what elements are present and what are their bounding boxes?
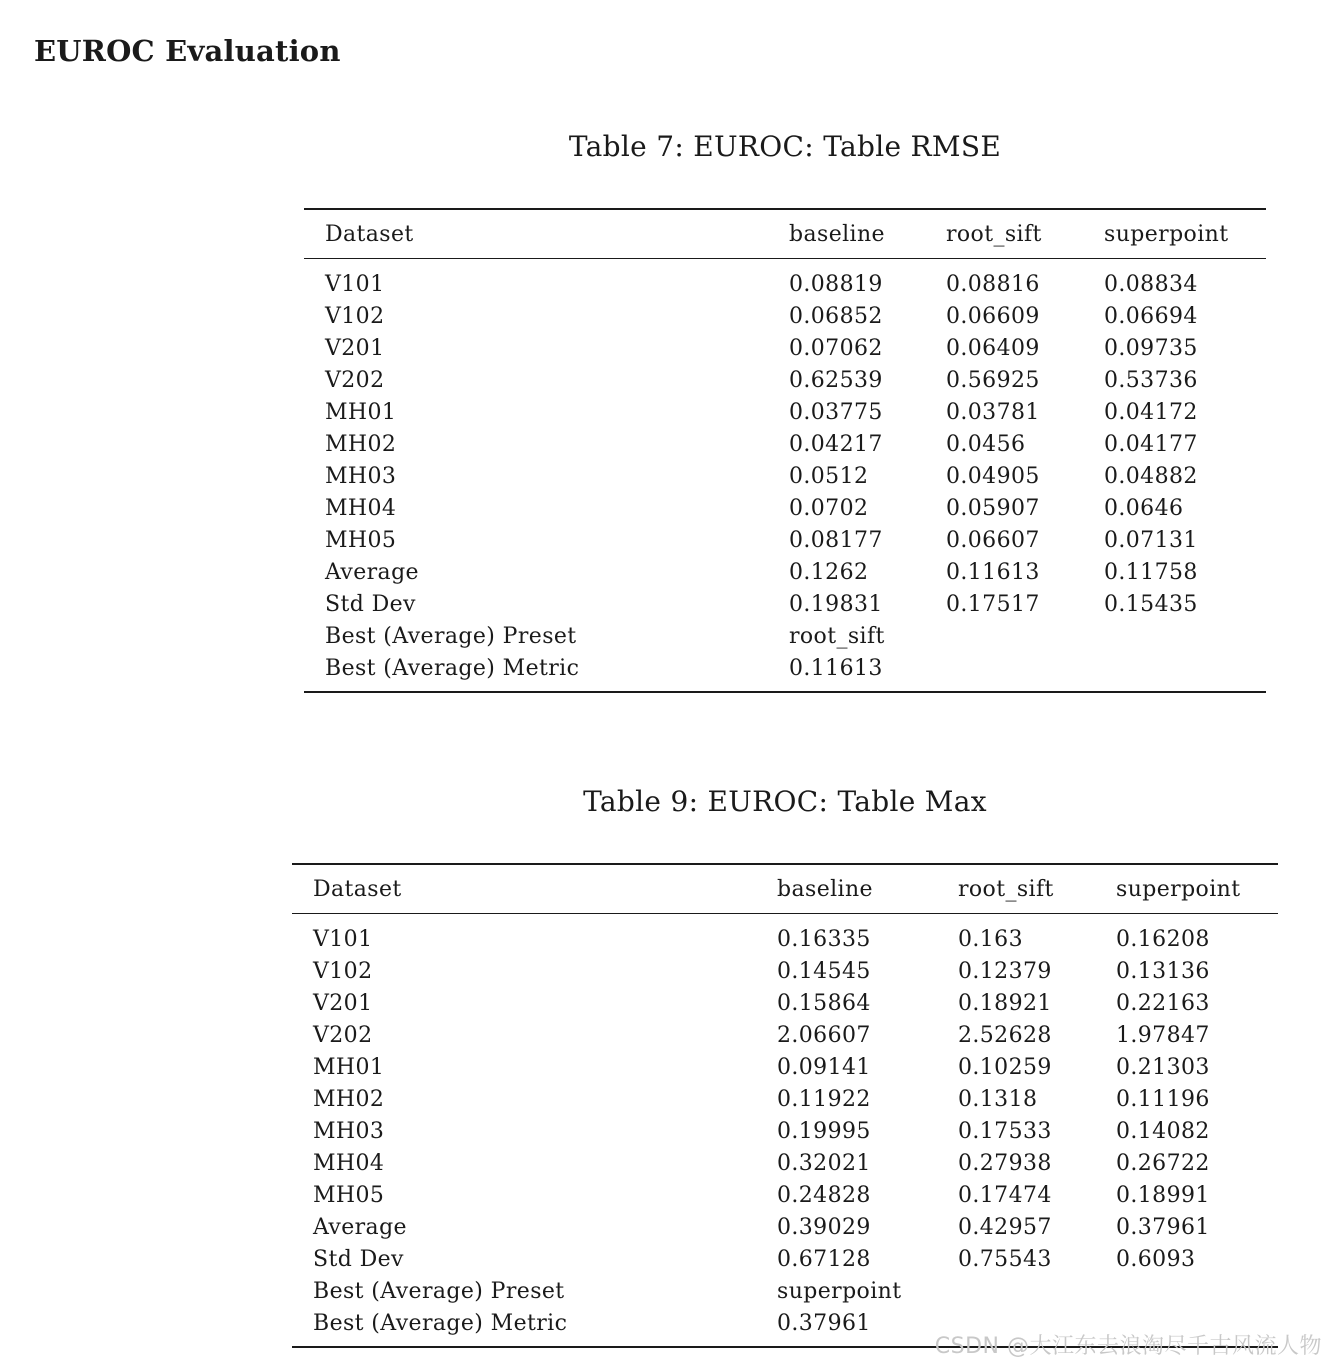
table-row [292, 988, 1278, 1020]
row-label: Std Dev [325, 592, 416, 617]
table-cell: 0.17474 [958, 1183, 1052, 1208]
table-cell: 0.06409 [946, 336, 1040, 361]
column-header: root_sift [958, 876, 1054, 902]
table-cell: 0.163 [958, 927, 1023, 952]
row-label: MH02 [313, 1087, 385, 1112]
table-cell: 0.15435 [1104, 592, 1198, 617]
table-cell: 0.11922 [777, 1087, 871, 1112]
table-cell: 0.37961 [1116, 1215, 1210, 1240]
table-cell: 0.22163 [1116, 991, 1210, 1016]
table-row [304, 493, 1266, 525]
row-label: Average [325, 560, 419, 585]
table-row [304, 429, 1266, 461]
table-cell: 0.32021 [777, 1151, 871, 1176]
row-label: MH02 [325, 432, 397, 457]
table-row [292, 1276, 1278, 1308]
table-cell: 0.1318 [958, 1087, 1038, 1112]
row-label: V201 [325, 336, 385, 361]
table-cell [1116, 1276, 1278, 1308]
row-label: MH04 [313, 1151, 385, 1176]
table-row [304, 653, 1266, 692]
table-cell: 0.09735 [1104, 336, 1198, 361]
table-cell: 0.6093 [1116, 1247, 1196, 1272]
column-header: baseline [789, 221, 885, 247]
table-body [304, 259, 1266, 693]
column-header: Dataset [325, 221, 414, 247]
table-cell: 0.16335 [777, 927, 871, 952]
table-row [292, 1116, 1278, 1148]
table-row [304, 397, 1266, 429]
table-cell: 0.03775 [789, 400, 883, 425]
table-cell: 0.05907 [946, 496, 1040, 521]
table-row [304, 333, 1266, 365]
table-row [304, 301, 1266, 333]
table-row [304, 589, 1266, 621]
table-header-row [292, 864, 1278, 914]
table-cell: 1.97847 [1116, 1023, 1210, 1048]
table-cell: 0.14545 [777, 959, 871, 984]
table-cell: 0.10259 [958, 1055, 1052, 1080]
table-cell: 0.21303 [1116, 1055, 1210, 1080]
table-cell: 0.04217 [789, 432, 883, 457]
column-header: baseline [777, 876, 873, 902]
table-cell: 0.18921 [958, 991, 1052, 1016]
table-cell: superpoint [777, 1279, 902, 1304]
table-cell: 0.06607 [946, 528, 1040, 553]
table-row [304, 365, 1266, 397]
table-cell: 0.04172 [1104, 400, 1198, 425]
section-heading: EUROC Evaluation [34, 34, 341, 68]
column-header: superpoint [1104, 221, 1229, 247]
table-cell: 0.06694 [1104, 304, 1198, 329]
table-cell: 0.62539 [789, 368, 883, 393]
column-header: Dataset [313, 876, 402, 902]
column-header: superpoint [1116, 876, 1241, 902]
table-cell: 0.11613 [789, 656, 883, 681]
table-row [304, 557, 1266, 589]
table-cell: 0.0512 [789, 464, 869, 489]
row-label: Best (Average) Preset [313, 1279, 565, 1304]
row-label: Best (Average) Metric [313, 1311, 568, 1336]
row-label: Best (Average) Metric [325, 656, 580, 681]
table-cell: 0.18991 [1116, 1183, 1210, 1208]
table-cell: 0.0702 [789, 496, 869, 521]
table-row [292, 1212, 1278, 1244]
row-label: V202 [313, 1023, 373, 1048]
table-cell: 0.03781 [946, 400, 1040, 425]
column-header: root_sift [946, 221, 1042, 247]
table-cell: 0.09141 [777, 1055, 871, 1080]
row-label: V102 [325, 304, 385, 329]
table-cell: 0.08816 [946, 272, 1040, 297]
table-cell: 0.11196 [1116, 1087, 1210, 1112]
table-cell: 0.1262 [789, 560, 869, 585]
row-label: MH01 [325, 400, 397, 425]
table-row [292, 1180, 1278, 1212]
table-row [292, 1244, 1278, 1276]
table-row [292, 956, 1278, 988]
table-cell [946, 621, 1104, 653]
table-cell: 0.14082 [1116, 1119, 1210, 1144]
table-cell: 0.56925 [946, 368, 1040, 393]
table-cell: 0.42957 [958, 1215, 1052, 1240]
row-label: Average [313, 1215, 407, 1240]
table-cell: 0.08819 [789, 272, 883, 297]
table-cell: 0.19995 [777, 1119, 871, 1144]
row-label: MH05 [313, 1183, 385, 1208]
table-row [304, 461, 1266, 493]
table-cell: 2.06607 [777, 1023, 871, 1048]
row-label: V201 [313, 991, 373, 1016]
row-label: MH01 [313, 1055, 385, 1080]
row-label: V101 [325, 272, 385, 297]
table-cell: 0.37961 [777, 1311, 871, 1336]
table-cell: 0.04177 [1104, 432, 1198, 457]
table-cell: 0.26722 [1116, 1151, 1210, 1176]
table-row [304, 259, 1266, 302]
table-cell: 0.04905 [946, 464, 1040, 489]
table-cell: 0.16208 [1116, 927, 1210, 952]
table-cell: 0.12379 [958, 959, 1052, 984]
table-cell: 0.15864 [777, 991, 871, 1016]
table-row [292, 914, 1278, 957]
table-cell: 0.67128 [777, 1247, 871, 1272]
row-label: Best (Average) Preset [325, 624, 577, 649]
row-label: V101 [313, 927, 373, 952]
table-cell: root_sift [789, 624, 885, 649]
table-cell: 0.13136 [1116, 959, 1210, 984]
rmse-table [304, 208, 1266, 693]
table-cell: 0.06609 [946, 304, 1040, 329]
table-row [292, 1084, 1278, 1116]
table-caption: Table 7: EUROC: Table RMSE [568, 130, 1002, 163]
table-row [304, 621, 1266, 653]
table-cell: 2.52628 [958, 1023, 1052, 1048]
table-cell [1104, 653, 1266, 692]
table-cell: 0.07062 [789, 336, 883, 361]
table-cell: 0.08177 [789, 528, 883, 553]
table-row [304, 525, 1266, 557]
row-label: MH04 [325, 496, 397, 521]
table-body [292, 914, 1278, 1348]
table-cell: 0.06852 [789, 304, 883, 329]
table-row [292, 1020, 1278, 1052]
row-label: Std Dev [313, 1247, 404, 1272]
table-cell: 0.75543 [958, 1247, 1052, 1272]
table-cell: 0.17533 [958, 1119, 1052, 1144]
table-cell: 0.39029 [777, 1215, 871, 1240]
max-table [292, 863, 1278, 1348]
table-cell [958, 1276, 1116, 1308]
table-cell [1104, 621, 1266, 653]
table-row [292, 1148, 1278, 1180]
table-cell [946, 653, 1104, 692]
row-label: V202 [325, 368, 385, 393]
table-cell: 0.08834 [1104, 272, 1198, 297]
table-caption: Table 9: EUROC: Table Max [583, 785, 987, 818]
row-label: MH03 [325, 464, 397, 489]
table-cell: 0.27938 [958, 1151, 1052, 1176]
table-header-row [304, 209, 1266, 259]
table-cell: 0.53736 [1104, 368, 1198, 393]
table-cell: 0.04882 [1104, 464, 1198, 489]
table-cell: 0.07131 [1104, 528, 1198, 553]
table-cell: 0.17517 [946, 592, 1040, 617]
table-cell: 0.24828 [777, 1183, 871, 1208]
table-cell: 0.11613 [946, 560, 1040, 585]
row-label: MH03 [313, 1119, 385, 1144]
table-cell: 0.0456 [946, 432, 1026, 457]
row-label: MH05 [325, 528, 397, 553]
table-row [292, 1052, 1278, 1084]
watermark: CSDN @大江东去浪淘尽千古风流人物 [934, 1334, 1322, 1359]
table-cell: 0.0646 [1104, 496, 1184, 521]
table-cell: 0.11758 [1104, 560, 1198, 585]
row-label: V102 [313, 959, 373, 984]
table-cell: 0.19831 [789, 592, 883, 617]
